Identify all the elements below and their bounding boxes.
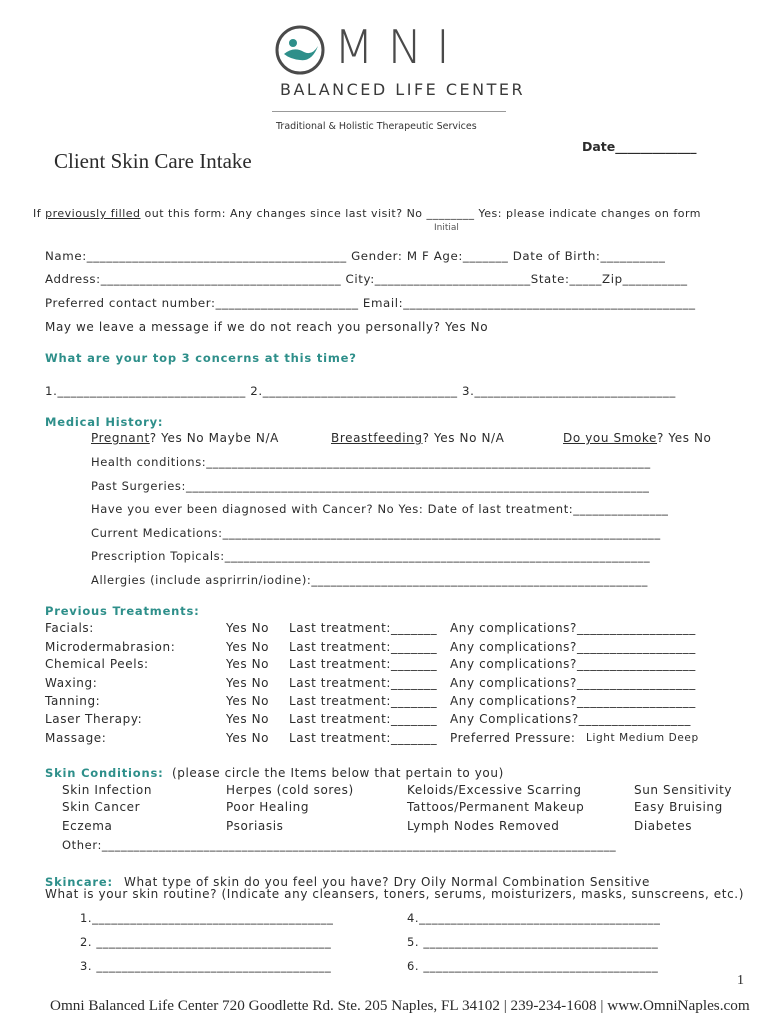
cancer-question[interactable]: Have you ever been diagnosed with Cancer? No Yes: Date of last treatment:_______________: [91, 502, 669, 516]
treatment-complications[interactable]: Any complications?__________________: [450, 640, 696, 654]
treatment-yes-no[interactable]: Yes No: [226, 676, 270, 690]
skin-condition-option[interactable]: Poor Healing: [226, 800, 310, 814]
treatment-yes-no[interactable]: Yes No: [226, 657, 270, 671]
treatment-row[interactable]: Tanning:: [45, 694, 101, 708]
routine-field[interactable]: 6. _____________________________________: [407, 959, 659, 973]
skin-condition-option[interactable]: Tattoos/Permanent Makeup: [407, 800, 585, 814]
treatment-row[interactable]: Facials:: [45, 621, 94, 635]
treatment-complications[interactable]: Any complications?__________________: [450, 621, 696, 635]
treatment-row[interactable]: Waxing:: [45, 676, 98, 690]
skin-condition-option[interactable]: Skin Cancer: [62, 800, 141, 814]
skin-condition-option[interactable]: Easy Bruising: [634, 800, 723, 814]
skin-condition-option[interactable]: Sun Sensitivity: [634, 783, 733, 797]
other-condition-field[interactable]: Other:_________________________________________________________________________________: [62, 838, 617, 852]
treatment-row[interactable]: Massage:: [45, 731, 107, 745]
logo-circle-icon: [274, 24, 326, 76]
page-number: 1: [737, 973, 744, 988]
treatment-complications[interactable]: Any Complications?_________________: [450, 712, 691, 726]
treatment-last[interactable]: Last treatment:_______: [289, 694, 438, 708]
skin-conditions-heading: Skin Conditions:: [45, 766, 164, 780]
name-gender-age-dob-row[interactable]: Name:________________________________________ Gender: M F Age:_______ Date of Birth:__________: [45, 249, 666, 263]
treatment-last[interactable]: Last treatment:_______: [289, 712, 438, 726]
initial-label: Initial: [434, 223, 459, 233]
skin-routine-question: What is your skin routine? (Indicate any cleansers, toners, serums, moisturizers, masks, sunscreens, etc.): [45, 887, 744, 901]
previously-filled-label: previously filled: [45, 207, 141, 220]
skin-condition-option[interactable]: Eczema: [62, 819, 113, 833]
pregnant-question[interactable]: Pregnant? Yes No Maybe N/A: [91, 431, 279, 445]
message-permission-row[interactable]: May we leave a message if we do not reach you personally? Yes No: [45, 320, 489, 334]
routine-field[interactable]: 5. _____________________________________: [407, 935, 659, 949]
health-conditions-field[interactable]: Health conditions:______________________________________________________________________: [91, 455, 651, 469]
treatment-yes-no[interactable]: Yes No: [226, 694, 270, 708]
footer-contact: Omni Balanced Life Center 720 Goodlette Rd. Ste. 205 Naples, FL 34102 | 239-234-1608 | www.OmniNaples.com: [50, 997, 750, 1014]
previous-treatments-heading: Previous Treatments:: [45, 604, 200, 618]
logo: [272, 18, 526, 118]
treatment-complications[interactable]: Any complications?__________________: [450, 694, 696, 708]
concerns-heading: What are your top 3 concerns at this time?: [45, 351, 357, 365]
treatment-last[interactable]: Last treatment:_______: [289, 731, 438, 745]
treatment-last[interactable]: Last treatment:_______: [289, 676, 438, 690]
treatment-row[interactable]: Chemical Peels:: [45, 657, 149, 671]
routine-field[interactable]: 1.______________________________________: [80, 911, 334, 925]
visit-changes-line[interactable]: If previously filled out this form: Any changes since last visit? No ________ Yes: please indicate changes on form: [33, 207, 702, 220]
skin-condition-option[interactable]: Psoriasis: [226, 819, 284, 833]
allergies-field[interactable]: Allergies (include asprirrin/iodine):_____________________________________________________: [91, 573, 648, 587]
treatment-complications[interactable]: Any complications?__________________: [450, 657, 696, 671]
preferred-pressure-label: Preferred Pressure:: [450, 731, 576, 745]
treatment-yes-no[interactable]: Yes No: [226, 640, 270, 654]
contact-email-row[interactable]: Preferred contact number:______________________ Email:_____________________________________________: [45, 296, 696, 310]
skin-condition-option[interactable]: Skin Infection: [62, 783, 153, 797]
skin-condition-option[interactable]: Keloids/Excessive Scarring: [407, 783, 582, 797]
treatment-last[interactable]: Last treatment:_______: [289, 621, 438, 635]
concerns-fields[interactable]: 1._____________________________ 2.______________________________ 3._______________________________: [45, 384, 676, 398]
treatment-yes-no[interactable]: Yes No: [226, 731, 270, 745]
treatment-row[interactable]: Laser Therapy:: [45, 712, 143, 726]
treatment-last[interactable]: Last treatment:_______: [289, 640, 438, 654]
date-field[interactable]: [582, 139, 697, 154]
routine-field[interactable]: 4.______________________________________: [407, 911, 661, 925]
logo-text: MNI: [334, 20, 464, 74]
skincare-heading: Skincare:: [45, 875, 113, 889]
skincare-question-row[interactable]: Skincare: What type of skin do you feel you have? Dry Oily Normal Combination Sensitive: [45, 875, 650, 889]
header-divider: [272, 111, 506, 112]
skin-condition-option[interactable]: Diabetes: [634, 819, 693, 833]
past-surgeries-field[interactable]: Past Surgeries:_________________________________________________________________________: [91, 479, 650, 493]
breastfeeding-question[interactable]: Breastfeeding? Yes No N/A: [331, 431, 505, 445]
logo-subtitle: BALANCED LIFE CENTER: [280, 80, 526, 99]
address-city-state-zip-row[interactable]: Address:_____________________________________ City:________________________State:_____Zip__________: [45, 272, 688, 286]
skin-condition-option[interactable]: Herpes (cold sores): [226, 783, 354, 797]
treatment-last[interactable]: Last treatment:_______: [289, 657, 438, 671]
skin-condition-option[interactable]: Lymph Nodes Removed: [407, 819, 560, 833]
routine-field[interactable]: 3. _____________________________________: [80, 959, 332, 973]
skin-conditions-note: (please circle the Items below that pertain to you): [172, 766, 504, 780]
date-blank: _____________: [615, 139, 697, 154]
treatment-yes-no[interactable]: Yes No: [226, 712, 270, 726]
form-title: Client Skin Care Intake: [54, 149, 252, 173]
routine-field[interactable]: 2. _____________________________________: [80, 935, 332, 949]
medical-history-heading: Medical History:: [45, 415, 164, 429]
treatment-row[interactable]: Microdermabrasion:: [45, 640, 176, 654]
pressure-options[interactable]: Light Medium Deep: [586, 732, 699, 744]
treatment-yes-no[interactable]: Yes No: [226, 621, 270, 635]
prescription-topicals-field[interactable]: Prescription Topicals:___________________________________________________________________: [91, 549, 651, 563]
tagline: Traditional & Holistic Therapeutic Services: [276, 121, 477, 132]
date-label: Date: [582, 139, 616, 154]
smoke-question[interactable]: Do you Smoke? Yes No: [563, 431, 712, 445]
current-medications-field[interactable]: Current Medications:_____________________________________________________________________: [91, 526, 661, 540]
treatment-complications[interactable]: Any complications?__________________: [450, 676, 696, 690]
